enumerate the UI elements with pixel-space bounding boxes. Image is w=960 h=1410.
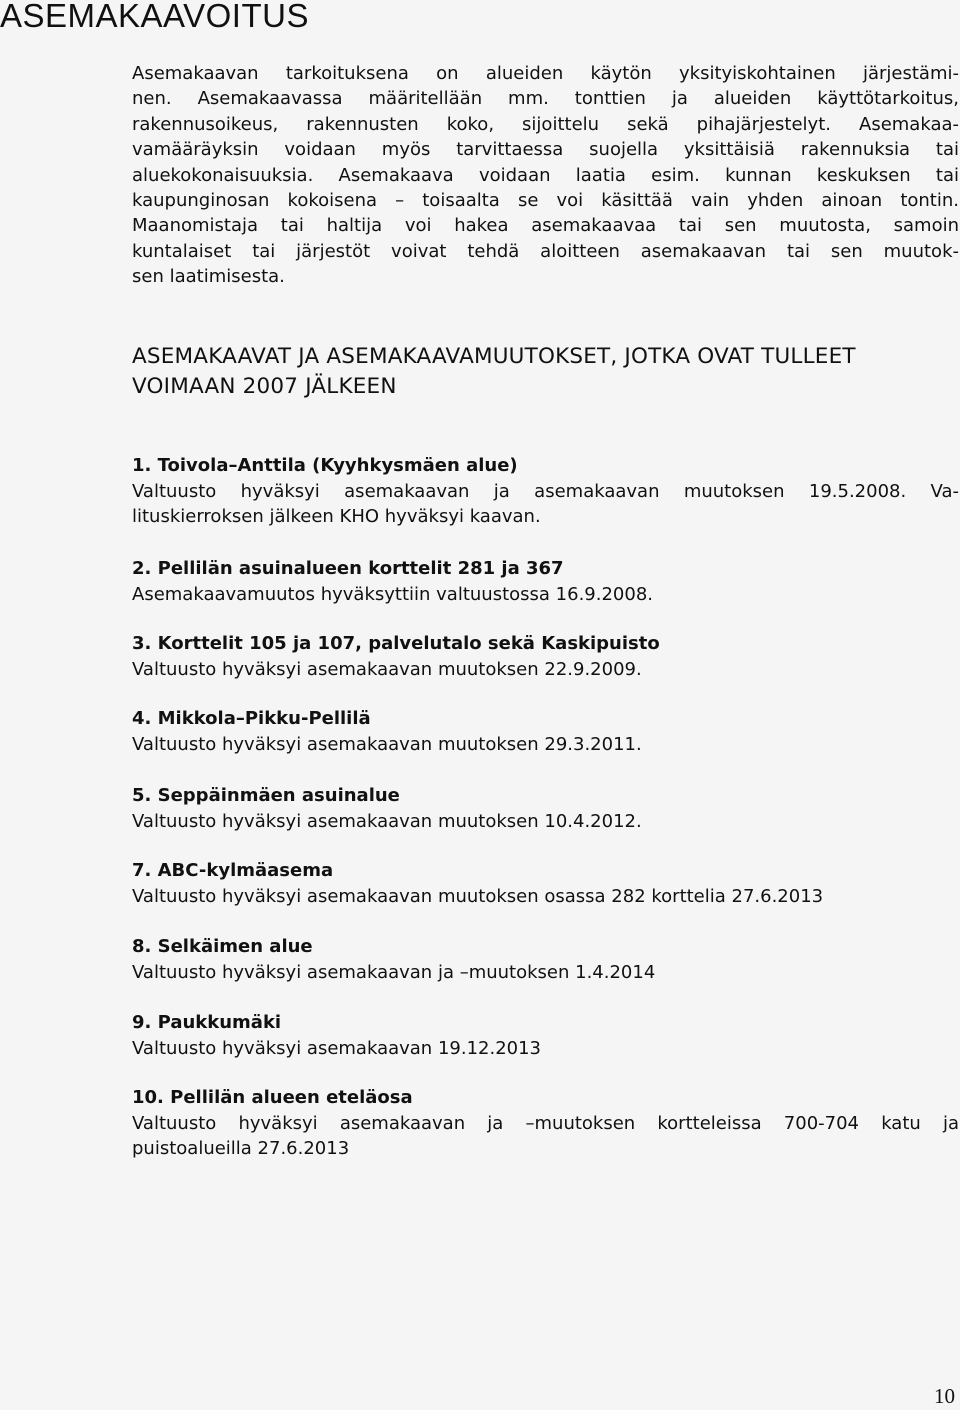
plan-item-description: Valtuusto hyväksyi asemakaavan muutoksen 10.4.2012. <box>132 810 642 832</box>
plan-item-description: lituskierroksen jälkeen KHO hyväksyi kaavan. <box>132 506 541 527</box>
intro-line: sen laatimisesta. <box>132 266 285 288</box>
intro-line: aluekokonaisuuksia. Asemakaava voidaan laatia esim. kunnan keskuksen tai <box>132 164 959 186</box>
page-title: ASEMAKAAVOITUS <box>0 0 309 34</box>
page-number: 10 <box>934 1384 955 1408</box>
plan-item-title: 9. Paukkumäki <box>132 1012 282 1033</box>
plan-item <box>132 706 959 757</box>
plan-item-description: Valtuusto hyväksyi asemakaavan ja asemakaavan muutoksen 19.5.2008. Va- <box>132 480 959 502</box>
plan-item <box>132 858 959 909</box>
plan-item-title: 8. Selkäimen alue <box>132 936 313 957</box>
plan-item <box>132 453 959 530</box>
plan-item-title: 3. Korttelit 105 ja 107, palvelutalo sekä Kaskipuisto <box>132 633 660 654</box>
plan-item-description: Valtuusto hyväksyi asemakaavan muutoksen 29.3.2011. <box>132 733 642 755</box>
plan-item-description: Valtuusto hyväksyi asemakaavan ja –muutoksen kortteleissa 700-704 katu ja <box>132 1112 959 1134</box>
plan-item-description: Asemakaavamuutos hyväksyttiin valtuustossa 16.9.2008. <box>132 583 653 605</box>
plan-item-title: 4. Mikkola–Pikku-Pellilä <box>132 708 371 729</box>
plan-item-title: 10. Pellilän alueen eteläosa <box>132 1087 413 1108</box>
intro-paragraph <box>132 61 959 290</box>
plan-item-description: Valtuusto hyväksyi asemakaavan muutoksen osassa 282 korttelia 27.6.2013 <box>132 885 824 907</box>
plan-item-description: Valtuusto hyväksyi asemakaavan ja –muutoksen 1.4.2014 <box>132 961 656 983</box>
intro-line: kuntalaiset tai järjestöt voivat tehdä aloitteen asemakaavan tai sen muutok- <box>132 240 959 262</box>
section-heading-line: ASEMAKAAVAT JA ASEMAKAAVAMUUTOKSET, JOTKA OVAT TULLEET <box>132 344 856 369</box>
plan-item-title: 2. Pellilän asuinalueen korttelit 281 ja 367 <box>132 558 564 579</box>
plan-item-title: 1. Toivola–Anttila (Kyyhkysmäen alue) <box>132 455 518 476</box>
intro-line: vamääräyksin voidaan myös tarvittaessa suojella yksittäisiä rakennuksia tai <box>132 139 959 161</box>
plan-item <box>132 556 959 607</box>
intro-line: Asemakaavan tarkoituksena on alueiden käytön yksityiskohtainen järjestämi- <box>132 63 959 84</box>
plan-item <box>132 934 959 985</box>
plan-item-description: Valtuusto hyväksyi asemakaavan muutoksen 22.9.2009. <box>132 658 642 680</box>
plan-item-description: puistoalueilla 27.6.2013 <box>132 1138 350 1159</box>
section-heading <box>132 342 856 402</box>
intro-line: nen. Asemakaavassa määritellään mm. tonttien ja alueiden käyttötarkoitus, <box>132 88 959 110</box>
intro-line: rakennusoikeus, rakennusten koko, sijoittelu sekä pihajärjestelyt. Asemakaa- <box>132 113 959 135</box>
intro-line: kaupunginosan kokoisena – toisaalta se voi käsittää vain yhden ainoan tontin. <box>132 189 959 211</box>
plan-item-description: Valtuusto hyväksyi asemakaavan 19.12.2013 <box>132 1037 541 1059</box>
plan-item <box>132 631 959 682</box>
section-heading-line: VOIMAAN 2007 JÄLKEEN <box>132 374 397 399</box>
plan-item <box>132 783 959 834</box>
plan-item-title: 7. ABC-kylmäasema <box>132 860 334 881</box>
intro-line: Maanomistaja tai haltija voi hakea asemakaavaa tai sen muutosta, samoin <box>132 215 959 237</box>
plan-item <box>132 1085 959 1162</box>
plan-item <box>132 1010 959 1061</box>
plan-item-title: 5. Seppäinmäen asuinalue <box>132 785 400 806</box>
